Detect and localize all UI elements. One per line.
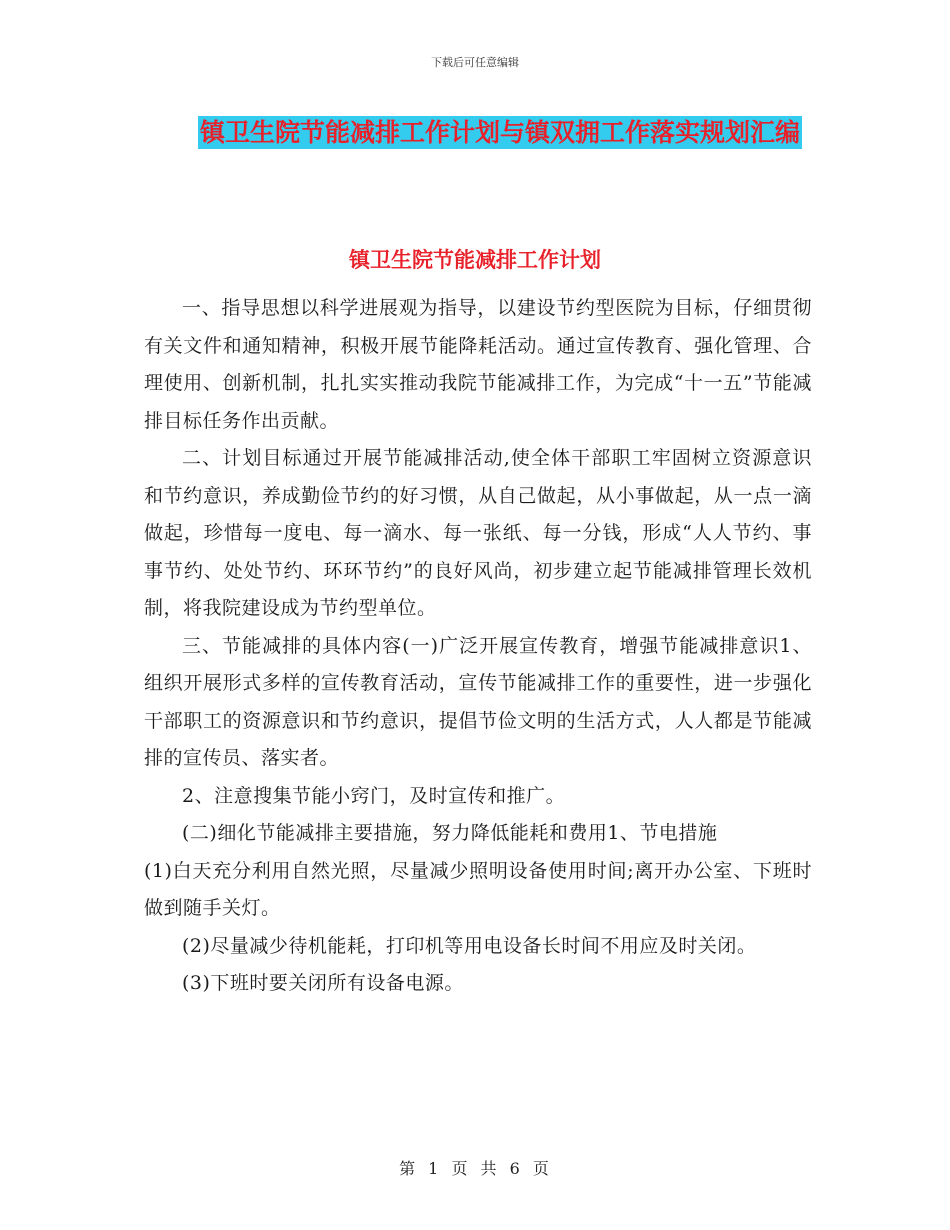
document-title	[190, 110, 810, 156]
paragraph-measure-1: (1)白天充分利用自然光照，尽量减少照明设备使用时间;离开办公室、下班时做到随手关灯。	[144, 859, 812, 919]
paragraph-specific-content: 三、节能减排的具体内容(一)广泛开展宣传教育，增强节能减排意识1、组织开展形式多样的宣传教育活动，宣传节能减排工作的重要性，进一步强化干部职工的资源意识和节约意识，提倡节俭文明的生活方式，人人都是节能减排的宣传员、落实者。	[144, 634, 812, 769]
paragraph-plan-goals: 二、计划目标通过开展节能减排活动,使全体干部职工牢固树立资源意识和节约意识，养成勤俭节约的好习惯，从自己做起，从小事做起，从一点一滴做起，珍惜每一度电、每一滴水、每一张纸、每一分钱，形成“人人节约、事事节约、处处节约、环环节约”的良好风尚，初步建立起节能减排管理长效机制，将我院建设成为节约型单位。	[144, 447, 812, 619]
section-title: 镇卫生院节能减排工作计划	[349, 248, 601, 272]
paragraph-collect-tips: 2、注意搜集节能小窍门，及时宣传和推广。	[182, 784, 566, 807]
document-title-text: 镇卫生院节能减排工作计划与镇双拥工作落实规划汇编	[199, 118, 800, 147]
page-number: 第 1 页 共 6 页	[399, 1159, 551, 1178]
paragraph-guiding-ideology: 一、指导思想以科学进展观为指导，以建设节约型医院为目标，仔细贯彻有关文件和通知精神，积极开展节能降耗活动。通过宣传教育、强化管理、合理使用、创新机制，扎扎实实推动我院节能减排工作，为完成“十一五”节能减排目标任务作出贡献。	[144, 297, 812, 432]
document-body	[144, 290, 812, 1003]
page-header-note: 下载后可任意编辑	[431, 56, 519, 69]
paragraph-measures-heading: (二)细化节能减排主要措施，努力降低能耗和费用1、节电措施	[182, 822, 718, 844]
paragraph-measure-3: (3)下班时要关闭所有设备电源。	[182, 972, 464, 994]
paragraph-measure-2: (2)尽量减少待机能耗，打印机等用电设备长时间不用应及时关闭。	[182, 934, 757, 957]
